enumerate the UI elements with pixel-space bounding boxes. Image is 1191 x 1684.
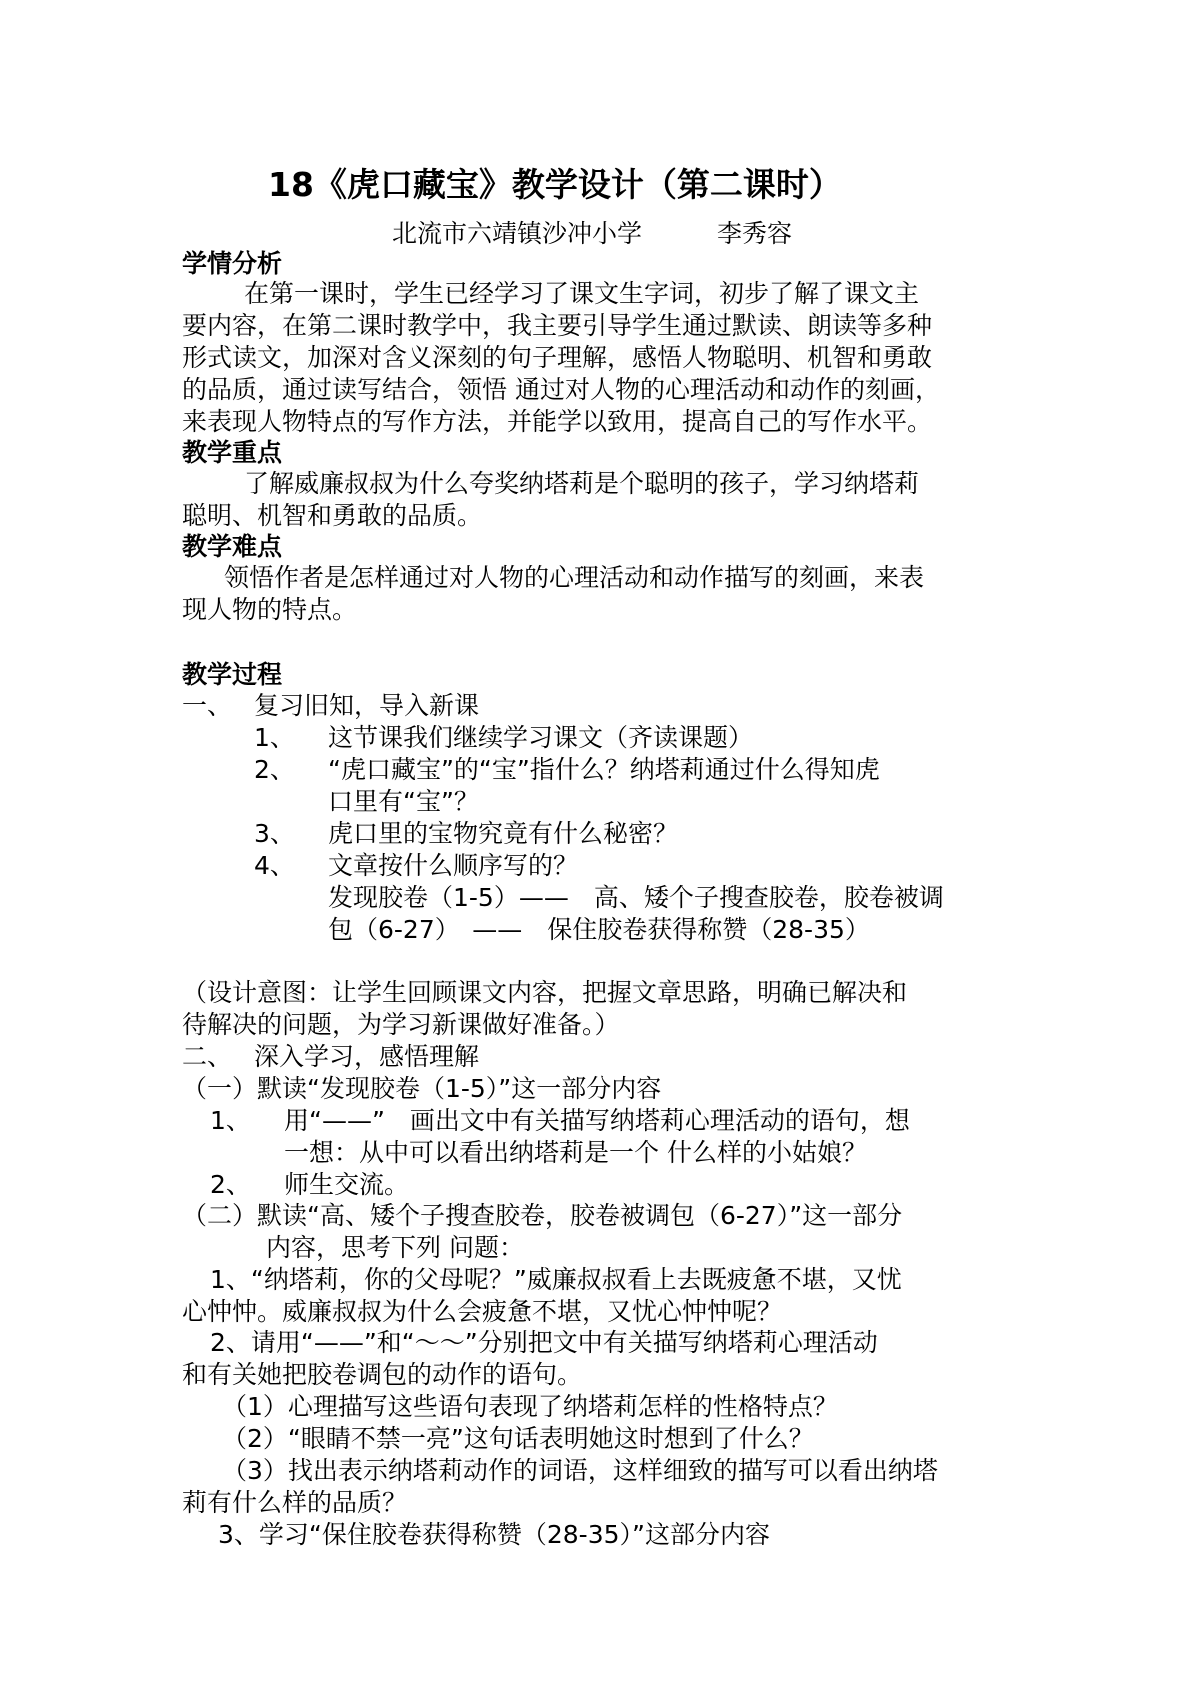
analysis-line: 的品质，通过读写结合，领悟 通过对人物的心理活动和动作的刻画，: [182, 375, 940, 404]
sequence-line: 包（6-27） —— 保住胶卷获得称赞（28-35）: [328, 915, 870, 944]
section-heading-analysis: 学情分析: [182, 249, 283, 278]
list-item-text: 师生交流。: [284, 1170, 410, 1199]
list-item-continuation: 一想：从中可以看出纳塔莉是一个 什么样的小姑娘？: [284, 1138, 867, 1167]
list-item-text: 这节课我们继续学习课文（齐读课题）: [328, 723, 754, 752]
list-item-continuation: 口里有“宝”？: [328, 787, 479, 816]
list-item-text: 用“——” 画出文中有关描写纳塔莉心理活动的语句，想: [284, 1106, 910, 1135]
question-line: 莉有什么样的品质？: [182, 1488, 408, 1517]
question-line: 心忡忡。威廉叔叔为什么会疲惫不堪，又忧心忡忡呢？: [182, 1297, 783, 1326]
key-points-line: 聪明、机智和勇敢的品质。: [182, 501, 483, 530]
design-intent-line: 待解决的问题，为学习新课做好准备。）: [182, 1010, 620, 1039]
difficulties-line: 现人物的特点。: [182, 595, 358, 624]
list-item-text: “虎口藏宝”的“宝”指什么？纳塔莉通过什么得知虎: [328, 755, 880, 784]
sequence-line: 发现胶卷（1-5）—— 高、矮个子搜查胶卷，胶卷被调: [328, 883, 944, 912]
question-line: 和有关她把胶卷调包的动作的语句。: [182, 1360, 583, 1389]
design-intent-line: （设计意图：让学生回顾课文内容，把握文章思路，明确已解决和: [182, 978, 908, 1007]
difficulties-line: 领悟作者是怎样通过对人物的心理活动和动作描写的刻画，来表: [224, 563, 925, 592]
list-item-number: 1、: [210, 1106, 251, 1135]
list-item-number: 3、: [254, 819, 295, 848]
question-line: 2、请用“——”和“～～”分别把文中有关描写纳塔莉心理活动: [210, 1328, 878, 1357]
section-heading-key-points: 教学重点: [182, 438, 283, 467]
subsection-continuation: 内容，思考下列 问题：: [266, 1233, 524, 1262]
list-item-text: 文章按什么顺序写的？: [328, 851, 579, 880]
section-heading-difficulties: 教学难点: [182, 532, 283, 561]
author-line: 北流市六靖镇沙冲小学 李秀容: [392, 219, 793, 248]
part2-number: 二、: [182, 1042, 233, 1071]
question-line: 3、学习“保住胶卷获得称赞（28-35）”这部分内容: [218, 1520, 770, 1549]
subsection-title: （一）默读“发现胶卷（1-5）”这一部分内容: [182, 1074, 662, 1103]
list-item-number: 2、: [210, 1170, 251, 1199]
analysis-line: 来表现人物特点的写作方法，并能学以致用，提高自己的写作水平。: [182, 407, 933, 436]
part1-number: 一、: [182, 691, 233, 720]
question-line: （2）“眼睛不禁一亮”这句话表明她这时想到了什么？: [222, 1424, 814, 1453]
subsection-title: （二）默读“高、矮个子搜查胶卷，胶卷被调包（6-27）”这一部分: [182, 1201, 903, 1230]
part1-title: 复习旧知，导入新课: [254, 691, 480, 720]
question-line: （3）找出表示纳塔莉动作的词语，这样细致的描写可以看出纳塔: [222, 1456, 938, 1485]
list-item-number: 1、: [254, 723, 295, 752]
list-item-number: 2、: [254, 755, 295, 784]
document-title: 18《虎口藏宝》教学设计（第二课时）: [268, 165, 842, 204]
analysis-line: 要内容，在第二课时教学中，我主要引导学生通过默读、朗读等多种: [182, 311, 933, 340]
list-item-text: 虎口里的宝物究竟有什么秘密？: [328, 819, 679, 848]
key-points-line: 了解威廉叔叔为什么夸奖纳塔莉是个聪明的孩子，学习纳塔莉: [244, 469, 920, 498]
part2-title: 深入学习，感悟理解: [254, 1042, 480, 1071]
question-line: 1、“纳塔莉，你的父母呢？”威廉叔叔看上去既疲惫不堪，又忧: [210, 1265, 902, 1294]
list-item-number: 4、: [254, 851, 295, 880]
analysis-line: 在第一课时，学生已经学习了课文生字词，初步了解了课文主: [244, 279, 920, 308]
analysis-line: 形式读文，加深对含义深刻的句子理解，感悟人物聪明、机智和勇敢: [182, 343, 933, 372]
question-line: （1）心理描写这些语句表现了纳塔莉怎样的性格特点？: [222, 1392, 838, 1421]
section-heading-process: 教学过程: [182, 660, 283, 689]
